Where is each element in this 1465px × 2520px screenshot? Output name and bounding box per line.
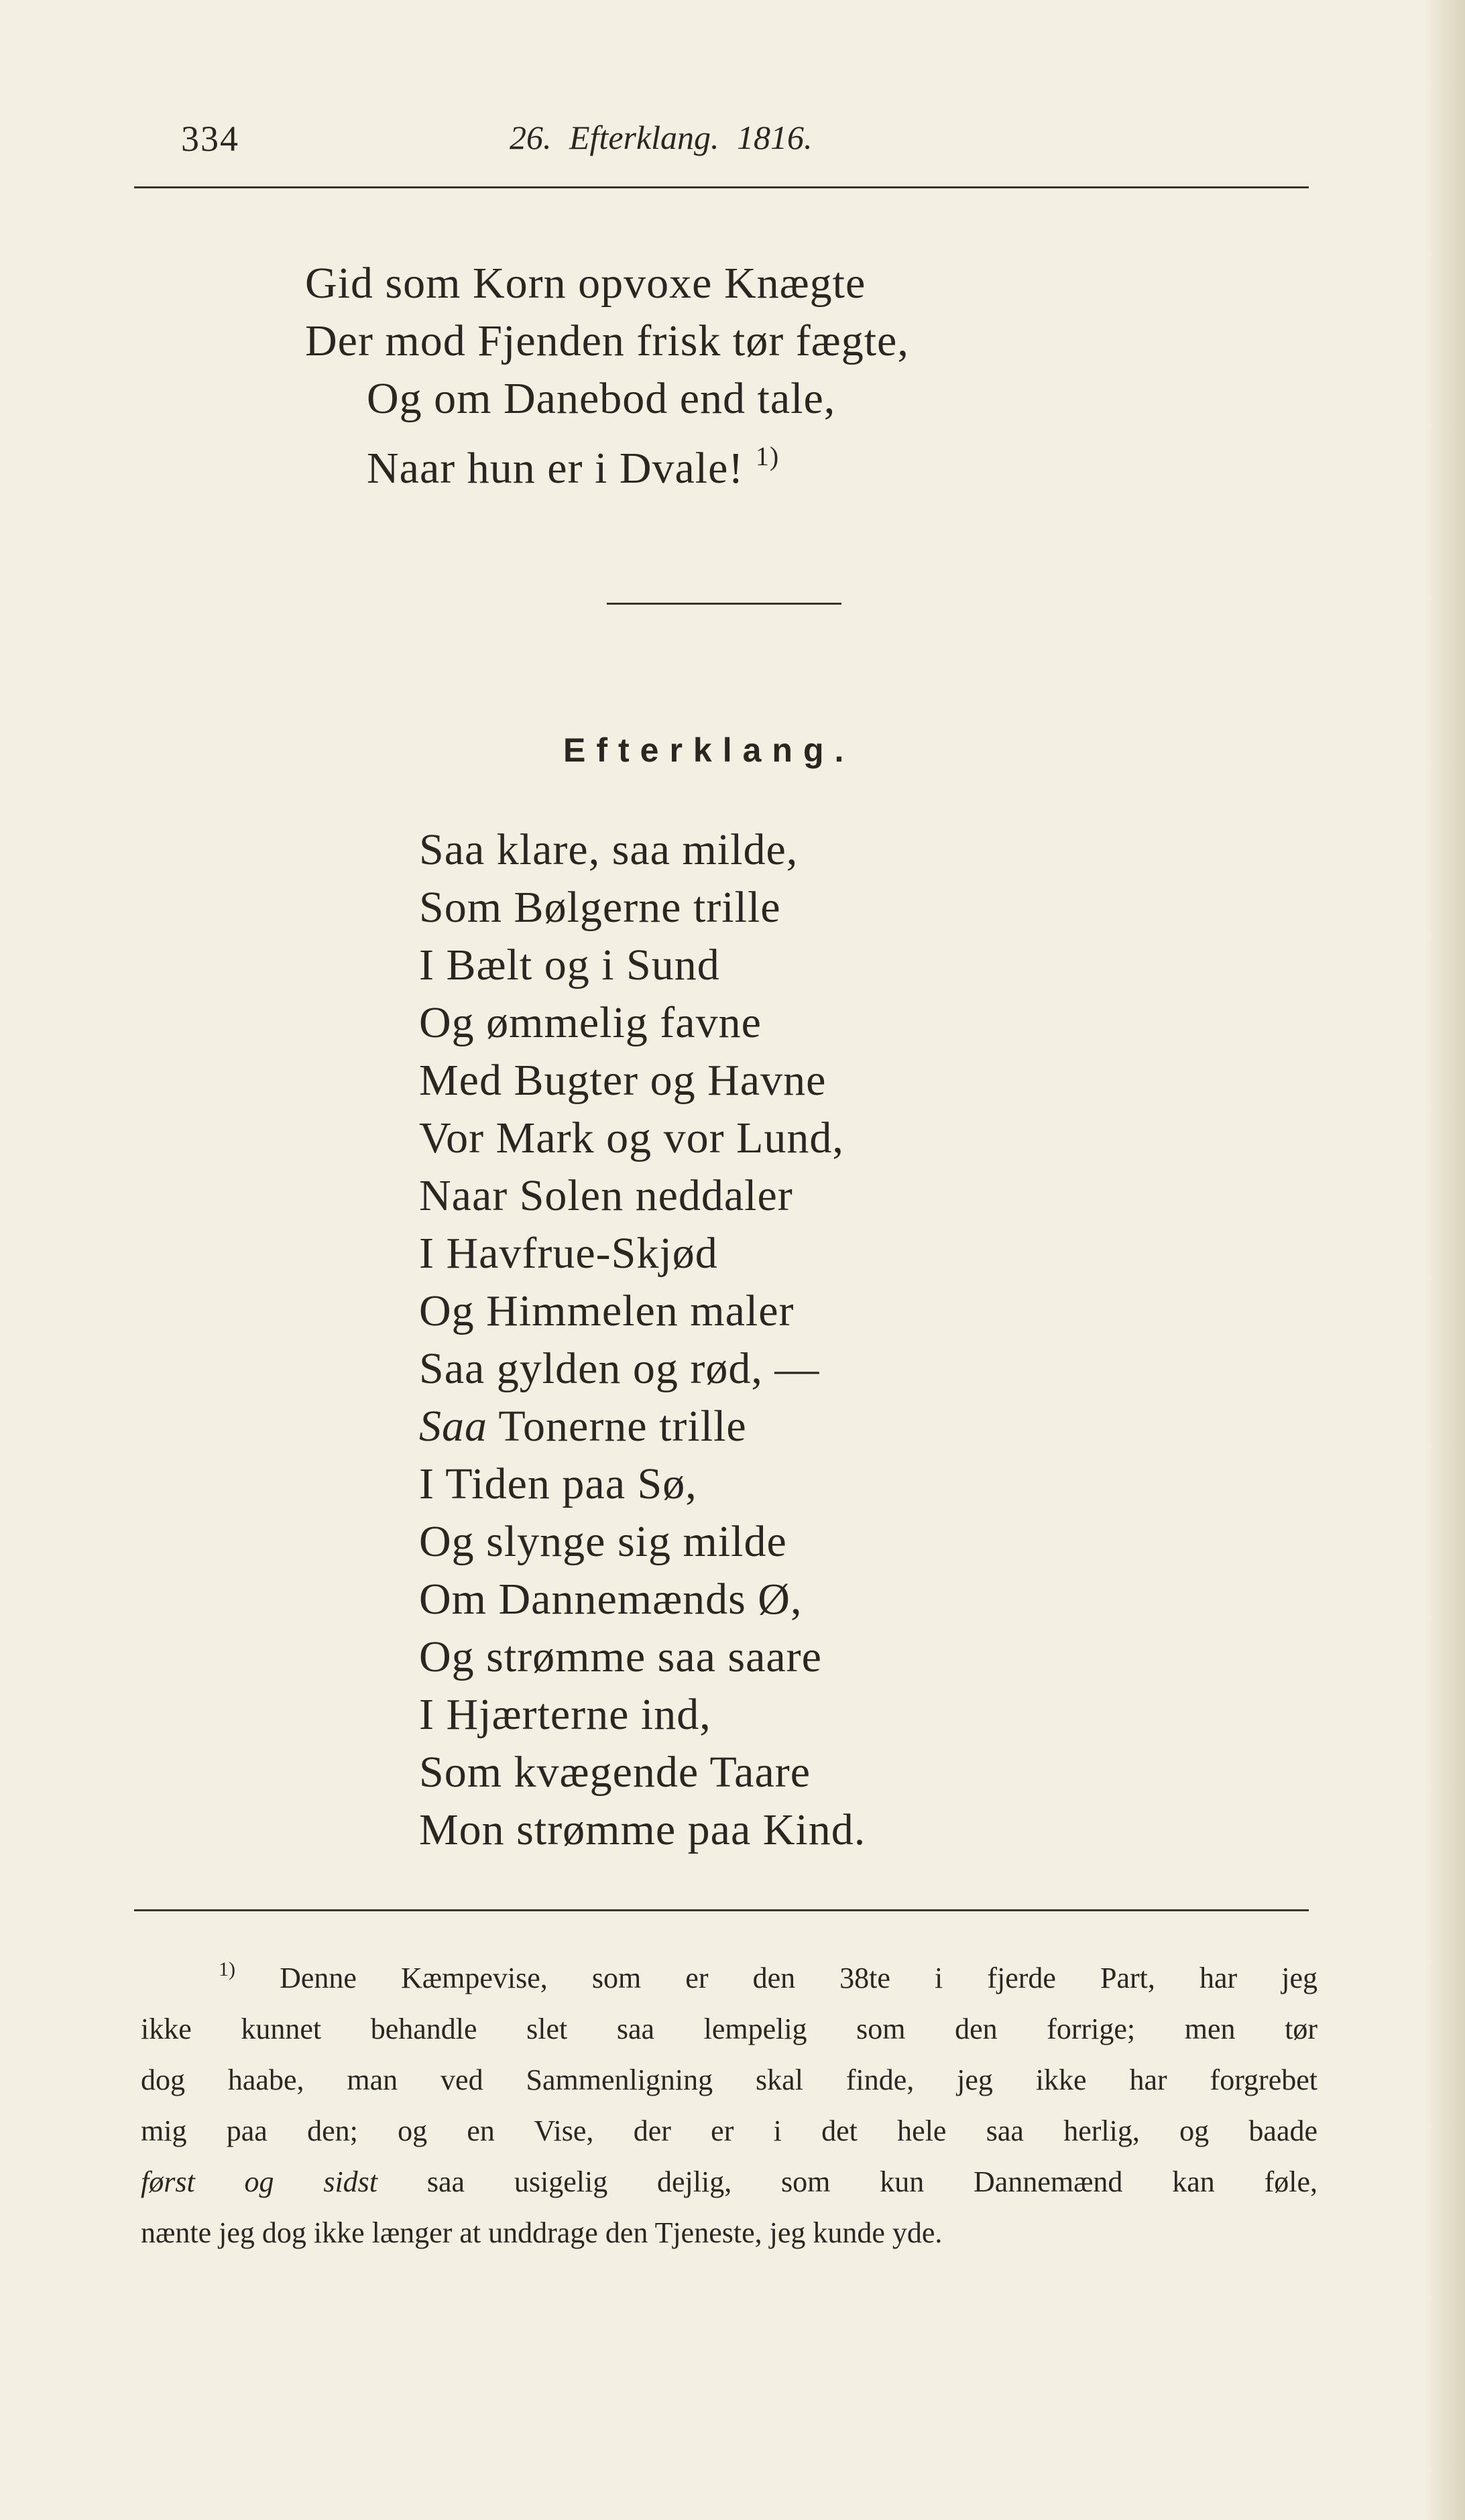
verse-line: Og slynge sig milde [419, 1517, 787, 1566]
poem-title: Efterklang. [563, 731, 855, 769]
verse-line: Vor Mark og vor Lund, [419, 1114, 844, 1162]
footnote-line: mig paa den; og en Vise, der er i det hele saa herlig, og baade [141, 2114, 1317, 2147]
footnote-line: ikke kunnet behandle slet saa lempelig som den forrige; men tør [141, 2013, 1317, 2045]
footnote-marker: 1) [219, 1958, 235, 1980]
verse-line: I Bælt og i Sund [419, 941, 720, 989]
verse-line: Saa klare, saa milde, [419, 825, 799, 874]
footnote [141, 1944, 1317, 2259]
page-header [181, 118, 1314, 165]
verse-line-text: Tonerne trille [498, 1402, 747, 1451]
verse-line-text: Naar hun er i Dvale! [367, 444, 744, 493]
footnote-line: dog haabe, man ved Sammenligning skal finde, jeg ikke har forgrebet [141, 2063, 1317, 2096]
verse-line: Saa gylden og rød, — [419, 1344, 820, 1393]
verse-line: Som kvægende Taare [419, 1748, 811, 1797]
verse-line: Og ømmelig favne [419, 998, 762, 1047]
page-edge-shadow [1425, 0, 1465, 2520]
verse-line: I Tiden paa Sø, [419, 1459, 697, 1508]
verse-line: Som Bølgerne trille [419, 883, 781, 932]
page-number: 334 [181, 119, 239, 159]
footnote-line: nænte jeg dog ikke længer at unddrage den Tjeneste, jeg kunde yde. [141, 2216, 943, 2249]
verse-line: Og om Danebod end tale, [367, 374, 836, 423]
verse-line: Naar Solen neddaler [419, 1171, 793, 1220]
poem-body [419, 821, 866, 1859]
footnote-line [141, 1944, 1317, 2004]
verse-line: Gid som Korn opvoxe Knægte [305, 259, 866, 308]
emphasized-word: Saa [419, 1402, 487, 1451]
emphasized-phrase: først og sidst [141, 2165, 378, 2198]
verse-line: Mon strømme paa Kind. [419, 1805, 866, 1854]
running-title: 26. Efterklang. 1816. [510, 119, 813, 156]
verse-line: Om Dannemænds Ø, [419, 1575, 803, 1624]
verse-line: I Havfrue-Skjød [419, 1229, 718, 1278]
footnote-line-text: saa usigelig dejlig, som kun Dannemænd kan føle, [426, 2165, 1318, 2198]
footnote-rule [134, 1909, 1309, 1911]
verse-line [419, 1398, 866, 1455]
verse-line: Og strømme saa saare [419, 1632, 822, 1681]
closing-stanza [305, 255, 909, 497]
section-divider [607, 603, 841, 605]
footnote-reference[interactable]: 1) [755, 441, 780, 471]
verse-line: Med Bugter og Havne [419, 1056, 827, 1105]
verse-line [305, 428, 909, 497]
footnote-line-text: Denne Kæmpevise, som er den 38te i fjerde Part, har jeg [280, 1962, 1317, 1994]
verse-line: Og Himmelen maler [419, 1286, 795, 1335]
footnote-line [141, 2157, 1317, 2208]
verse-line: Der mod Fjenden frisk tør fægte, [305, 316, 909, 365]
header-rule [134, 186, 1309, 188]
verse-line: I Hjærterne ind, [419, 1690, 711, 1739]
